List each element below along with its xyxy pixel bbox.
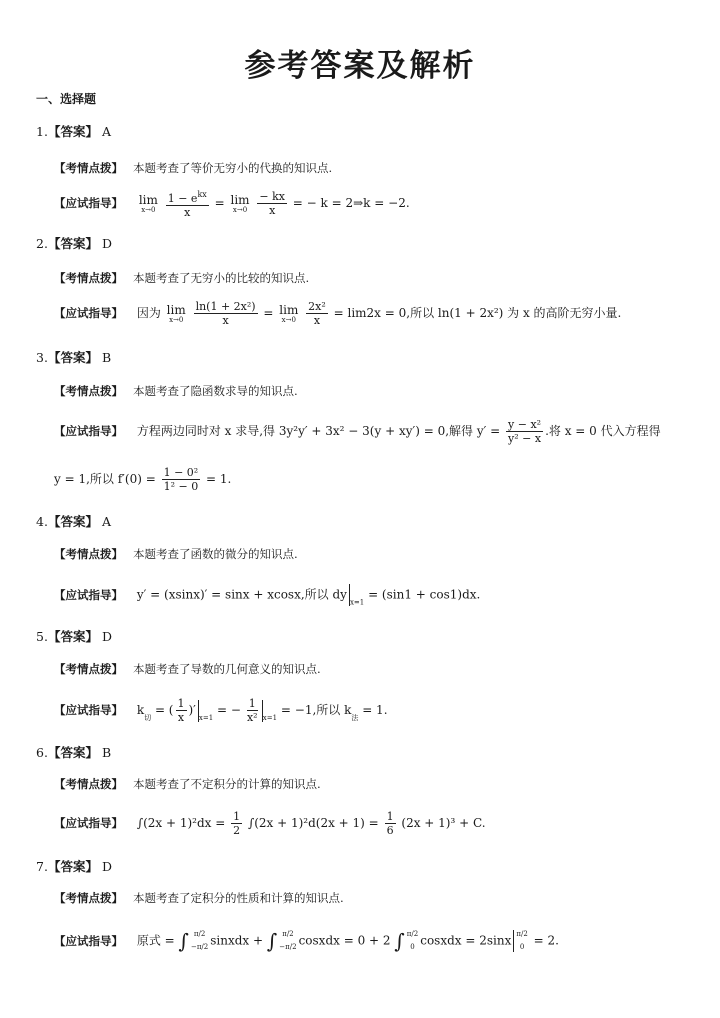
text-questions-5-guide-f2d: 6 (386, 824, 394, 837)
text-questions-0-guide-lim: lim (138, 192, 158, 207)
text-questions-1-guide-f1d: x (222, 314, 229, 327)
text-questions-3-num: 4. (36, 514, 48, 529)
section-heading: 一、选择题 (36, 92, 97, 106)
evaluation-bar (513, 930, 514, 952)
text-tags-yingshi: 【应试指导】 (54, 424, 123, 438)
text-questions-6-guide-i3lo: 0 (410, 943, 415, 951)
text-tags-kaoqing: 【考情点拨】 (54, 547, 123, 561)
text-tags-kaoqing: 【考情点拨】 (54, 777, 123, 791)
text-questions-5-kaoqing: 本题考查了不定积分的计算的知识点. (133, 777, 321, 791)
text-tags-yingshi: 【应试指导】 (54, 587, 123, 602)
text-questions-6-guide-c: cosxdx = 2sinx (420, 933, 512, 948)
text-questions-4-answer: D (101, 629, 112, 644)
question-3-answer (36, 348, 696, 366)
yingshi-tag: 【应试指导】 (54, 196, 123, 210)
text-questions-4-guide-asub: 切 (144, 714, 152, 722)
text-questions-2-guide-fd: y² − x (508, 432, 542, 445)
question-1-guide: 【应试指导】 lim x→0 $\frac{1 - e^{kx}}{x}$ = lim x→0 $\frac{- kx}{x}$ = − k = 2⇒k = −2. (54, 190, 410, 219)
text-questions-1-guide-limsub: x→0 (169, 315, 184, 324)
text-questions-5-guide-b: ∫(2x + 1)²d(2x + 1) = (247, 816, 379, 830)
text-tags-kaoqing: 【考情点拨】 (54, 662, 123, 676)
text-questions-4-guide-f2d: x² (246, 711, 258, 724)
question-3-guide-line1 (54, 418, 661, 445)
text-questions-0-guide-limsub: x→0 (141, 205, 156, 214)
text-questions-2-guide-f2n: 1 − 0² (163, 466, 199, 479)
question-2-kaoqing (54, 270, 309, 286)
text-tags-yingshi: 【应试指导】 (54, 816, 123, 830)
text-questions-1-num: 2. (36, 236, 48, 251)
text-questions-5-guide-f2n: 1 (386, 810, 394, 823)
text-questions-5-label: 【答案】 (47, 745, 98, 760)
text-questions-4-guide-c: )′ (188, 703, 196, 717)
answer-choice: A (101, 124, 111, 139)
text-questions-2-guide-fn: y − x² (508, 418, 542, 431)
text-questions-3-answer: A (101, 514, 111, 529)
text-questions-5-guide-c: (2x + 1)³ + C. (401, 816, 486, 830)
question-1-kaoqing (54, 160, 332, 176)
text-questions-6-guide-i1: ∫ (266, 929, 278, 953)
text-questions-0-guide-lim: lim (230, 192, 250, 207)
text-questions-6-guide-b: cosxdx = 0 + 2 (298, 933, 391, 948)
question-7-answer (36, 857, 696, 875)
text-questions-3-guide-sub: x=1 (349, 598, 365, 607)
text-questions-2-kaoqing: 本题考查了隐函数求导的知识点. (133, 384, 298, 398)
text-questions-0-guide-f1d: x (184, 206, 191, 219)
text-questions-1-kaoqing: 本题考查了无穷小的比较的知识点. (133, 271, 310, 285)
text-questions-4-guide-f1d: x (177, 711, 185, 724)
text-questions-6-num: 7. (36, 859, 48, 874)
text-questions-4-label: 【答案】 (47, 629, 98, 644)
text-questions-4-guide-f2n: 1 (248, 697, 256, 710)
question-5-answer (36, 627, 696, 645)
text-questions-6-guide-i1up: π/2 (406, 930, 419, 938)
text-tags-yingshi: 【应试指导】 (54, 703, 123, 717)
text-questions-1-answer: D (101, 236, 112, 251)
question-3-kaoqing (54, 383, 298, 399)
answer-label: 【答案】 (47, 124, 98, 139)
text-questions-2-label: 【答案】 (47, 350, 98, 365)
text-questions-1-guide-lim: lim (166, 302, 186, 317)
text-questions-4-guide-e: = −1,所以 k (280, 703, 352, 717)
question-number: 1. (36, 124, 48, 139)
text-questions-3-guide-a: y′ = (xsinx)′ = sinx + xcosx,所以 dy (136, 587, 347, 602)
question-6-guide (54, 810, 486, 837)
text-questions-5-guide-a: ∫(2x + 1)²dx = (136, 816, 226, 830)
kaoqing-text: 本题考查了等价无穷小的代换的知识点. (133, 161, 333, 175)
text-tags-yingshi: 【应试指导】 (54, 306, 123, 320)
text-questions-0-guide-f2d: x (269, 204, 276, 217)
text-tags-kaoqing: 【考情点拨】 (54, 384, 123, 398)
text-questions-1-guide-f1n: ln(1 + 2x²) (195, 300, 256, 313)
text-tags-kaoqing: 【考情点拨】 (54, 271, 123, 285)
question-6-answer (36, 743, 696, 761)
page-title: 参考答案及解析 (244, 48, 476, 84)
text-questions-6-guide-i1lo: −π/2 (190, 943, 209, 951)
text-questions-4-kaoqing: 本题考查了导数的几何意义的知识点. (133, 662, 321, 676)
text-questions-1-guide-mid: = lim2x = 0,所以 ln(1 + 2x²) 为 x 的高阶无穷小量. (333, 306, 622, 320)
text-questions-2-guide-line1: 方程两边同时对 x 求导,得 3y²y′ + 3x² − 3(y + xy′) = 0,解得 y′ = (136, 424, 501, 438)
text-questions-6-guide-lo: 0 (519, 943, 525, 951)
text-tags-yingshi: 【应试指导】 (54, 933, 123, 948)
text-questions-3-label: 【答案】 (47, 514, 98, 529)
text-questions-4-guide-sub1: x=1 (198, 714, 214, 722)
text-questions-2-guide-line1b: .将 x = 0 代入方程得 (545, 424, 661, 438)
text-questions-6-guide-i1lo: −π/2 (279, 943, 297, 951)
text-questions-5-num: 6. (36, 745, 48, 760)
text-questions-1-guide-f2d: x (313, 314, 321, 327)
question-3-guide-line2 (54, 466, 231, 493)
question-1-answer (36, 122, 696, 140)
question-6-kaoqing (54, 776, 321, 792)
text-tags-kaoqing: 【考情点拨】 (54, 891, 123, 905)
question-7-guide (54, 928, 559, 954)
text-questions-6-guide-d: = 2. (533, 933, 559, 948)
text-questions-6-answer: D (101, 859, 112, 874)
text-questions-6-guide-i1up: π/2 (193, 930, 206, 938)
text-questions-6-guide-up: π/2 (516, 930, 528, 938)
text-questions-4-guide-d: = − (217, 703, 241, 717)
question-7-kaoqing (54, 890, 344, 906)
text-questions-2-guide-line2a: y = 1,所以 f′(0) = (54, 472, 156, 486)
text-questions-0-guide-f1n: 1 − e (167, 192, 198, 205)
text-questions-4-num: 5. (36, 629, 48, 644)
question-5-kaoqing (54, 661, 321, 677)
text-questions-1-guide-pre: 因为 (136, 306, 161, 320)
text-questions-4-guide-a: k (136, 703, 145, 717)
text-questions-1-label: 【答案】 (47, 236, 98, 251)
text-questions-0-guide-f2n: − kx (259, 190, 285, 203)
text-questions-4-guide-f: = 1. (362, 703, 388, 717)
text-questions-6-guide-i1: ∫ (178, 929, 189, 953)
question-4-guide (54, 584, 480, 607)
text-questions-6-guide-pre: 原式 = (136, 933, 175, 948)
text-questions-4-guide-sub2: x=1 (262, 714, 278, 722)
text-questions-0-guide-limsub: x→0 (232, 205, 248, 214)
text-questions-2-num: 3. (36, 350, 48, 365)
text-questions-0-guide-f1sup: kx (197, 190, 207, 199)
question-4-kaoqing (54, 546, 298, 562)
text-questions-3-guide-b: = (sin1 + cos1)dx. (368, 587, 481, 602)
text-questions-3-kaoqing: 本题考查了函数的微分的知识点. (133, 547, 298, 561)
text-questions-5-guide-f1n: 1 (233, 810, 241, 823)
text-questions-5-answer: B (101, 745, 112, 760)
text-questions-2-guide-f2d: 1² − 0 (163, 480, 199, 493)
question-4-answer (36, 512, 696, 530)
question-2-guide: 【应试指导】 因为 lim x→0 $\frac{\text{ln(1 + 2x²)}}{x}$ = lim x→0 $\frac{\text{2x²}}{x}$ = lim2x = 0,所以 ln(1 + 2x²) 为 x 的高阶无穷小量. (54, 300, 622, 327)
question-2-answer (36, 234, 696, 252)
text-questions-6-guide-i1up: π/2 (282, 930, 294, 938)
text-questions-5-guide-f1d: 2 (233, 824, 241, 837)
text-questions-2-answer: B (101, 350, 112, 365)
question-5-guide (54, 697, 388, 724)
text-questions-4-guide-b: = ( (154, 703, 174, 717)
text-questions-1-guide-f2n: 2x² (308, 300, 326, 313)
kaoqing-tag: 【考情点拨】 (54, 161, 123, 175)
text-questions-6-kaoqing: 本题考查了定积分的性质和计算的知识点. (133, 891, 344, 905)
text-questions-1-guide-limsub: x→0 (281, 315, 296, 324)
text-questions-2-guide-line2b: = 1. (206, 472, 232, 486)
text-questions-4-guide-esub: 法 (351, 714, 359, 722)
text-questions-6-guide-a: sinxdx + (210, 933, 264, 948)
text-questions-6-guide-i1: ∫ (394, 929, 405, 953)
text-questions-6-label: 【答案】 (47, 859, 98, 874)
text-questions-1-guide-lim: lim (279, 302, 299, 317)
text-questions-4-guide-f1n: 1 (177, 697, 185, 710)
text-questions-0-guide-tail: = − k = 2⇒k = −2. (292, 196, 410, 210)
